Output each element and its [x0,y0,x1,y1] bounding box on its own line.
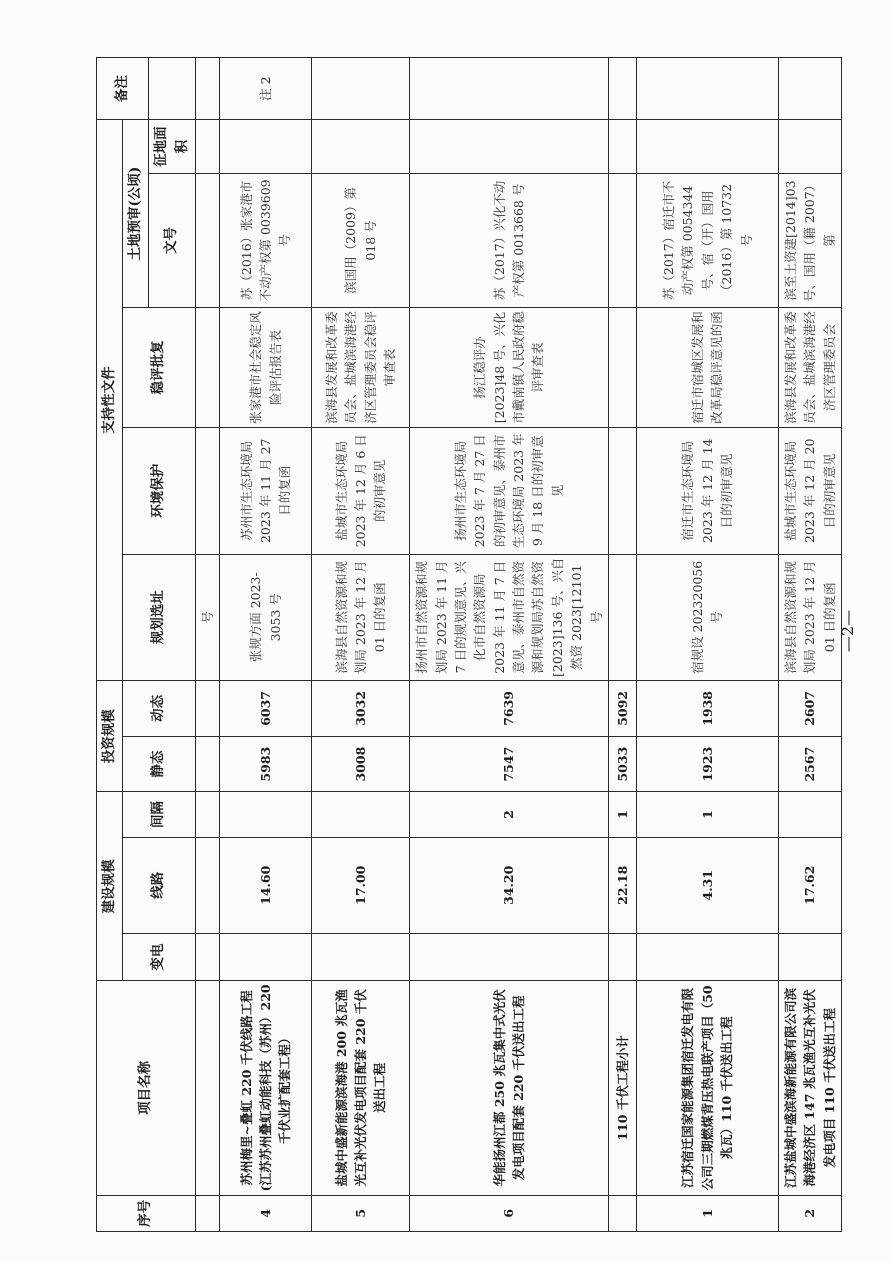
cell-planning: 张规方面 2023-3053 号 [220,554,312,681]
cell-dynamic: 6037 [220,681,312,737]
cell-bay [312,792,410,837]
cell-stability: 宿迁市宿城区发展和改革局稳评意见的函 [636,307,778,427]
cell-remarks [608,58,636,120]
cell-land-area [636,120,778,174]
cell-environment: 苏州市生态环境局 2023 年 11 月 27 日的复函 [220,428,312,555]
cell-planning: 宿规设 202320056 号 [636,554,778,681]
cell-planning: 滨海县自然资源和规划局 2023 年 12 月 01 日的复函 [778,554,841,681]
cell-line: 17.62 [778,837,841,933]
header-land-area: 征地面积 [149,120,196,174]
cell-stability: 张家港市社会稳定风险评估报告表 [220,307,312,427]
cell-land-doc: 苏（2017）兴化不动产权第 0013668 号 [410,173,609,307]
cell-remarks: 注 2 [220,58,312,120]
page-number: —2— [838,609,857,653]
cell-bay: 1 [608,792,636,837]
cell-substation [312,934,410,981]
header-planning: 规划选址 [123,554,196,681]
cell-land-doc: 苏（2017）宿迁市不动产权第 0054344 号、宿（开）国用（2016）第 10732 号 [636,173,778,307]
project-table [96,57,842,1232]
cell-stability [195,307,219,427]
cell-planning [608,554,636,681]
table-row [636,58,778,1232]
cell-name: 江苏盐城中盛滨海新能源有限公司滨海港经济区 147 兆瓦渔光互补光伏发电项目 110 千伏送出工程 [778,981,841,1195]
header-stability: 稳评批复 [123,307,196,427]
cell-line [195,837,219,933]
cell-dynamic: 3032 [312,681,410,737]
cell-name [195,981,219,1195]
cell-substation [778,934,841,981]
cell-seq [195,1195,219,1231]
cell-name: 华能扬州江都 250 兆瓦集中式光伏发电项目配套 220 千伏送出工程 [410,981,609,1195]
cell-land-doc: 滨国用（2009）第 018 号 [312,173,410,307]
header-dynamic: 动态 [123,681,196,737]
cell-static: 1923 [636,736,778,792]
header-remarks: 备注 [97,58,149,120]
table-row [195,58,219,1232]
cell-remarks [410,58,609,120]
cell-land-area [778,120,841,174]
cell-stability [608,307,636,427]
cell-land-doc: 滨至土资建[2014]03 号、国用（籍 2007）第 [778,173,841,307]
cell-name: 江苏宿迁国家能源集团宿迁发电有限公司三期燃煤背压热电联产项目（50 兆瓦）110 千伏送出工程 [636,981,778,1195]
cell-land-doc [195,173,219,307]
cell-remarks [195,58,219,120]
cell-dynamic: 7639 [410,681,609,737]
cell-dynamic: 2607 [778,681,841,737]
cell-name: 盐城中盛新能源滨海港 200 兆瓦渔光互补光伏发电项目配套 220 千伏送出工程 [312,981,410,1195]
cell-line: 14.60 [220,837,312,933]
cell-name: 苏州梅里~叠虹 220 千伏线路工程(江苏苏州叠虹动能科技（苏州）220 千伏业扩配套工程） [220,981,312,1195]
cell-bay [778,792,841,837]
cell-land-area [608,120,636,174]
cell-stability: 滨海县发展和改革委员会、盐城滨海港经济区管理委员会稳评审查表 [312,307,410,427]
cell-static [195,736,219,792]
table-row [410,58,609,1232]
cell-static: 3008 [312,736,410,792]
header-build-scale: 建设规模 [97,792,123,981]
cell-line: 22.18 [608,837,636,933]
table-row [778,58,841,1232]
subtotal-row [608,58,636,1232]
cell-land-doc: 苏（2016）张家港市不动产权第 0039609 号 [220,173,312,307]
cell-static: 5033 [608,736,636,792]
cell-bay: 2 [410,792,609,837]
cell-substation [220,934,312,981]
cell-planning: 扬州市自然资源和规划局 2023 年 11 月 7 日的规划意见、兴化市自然资源局 2023 年 11 月 7 日意见、泰州市自然资源和规划局苏自然资[2023]136 号、兴自然资 2023[12101 号 [410,554,609,681]
cell-dynamic: 1938 [636,681,778,737]
cell-land-doc [608,173,636,307]
cell-environment: 扬州市生态环境局 2023 年 7 月 27 日的初审意见、泰州市生态环境局 2023 年 9 月 18 日的初审意见 [410,428,609,555]
header-investment: 投资规模 [97,681,123,792]
header-land: 土地预审(公顷) [123,120,149,308]
cell-seq: 2 [778,1195,841,1231]
cell-environment: 盐城市生态环境局 2023 年 12 月 6 日的初审意见 [312,428,410,555]
header-remarks-blank [149,58,196,120]
cell-static: 5983 [220,736,312,792]
cell-substation [636,934,778,981]
cell-bay: 1 [636,792,778,837]
cell-bay [220,792,312,837]
cell-seq: 4 [220,1195,312,1231]
cell-environment: 盐城市生态环境局 2023 年 12 月 20 日的初审意见 [778,428,841,555]
cell-seq: 5 [312,1195,410,1231]
cell-land-area [410,120,609,174]
header-seq: 序号 [97,1195,196,1231]
cell-dynamic [195,681,219,737]
cell-subtotal-label: 110 千伏工程小计 [608,981,636,1195]
header-line: 线路 [123,837,196,933]
header-support-docs: 支持性文件 [97,120,123,681]
cell-static: 7547 [410,736,609,792]
header-doc-no: 文号 [149,173,196,307]
cell-substation [608,934,636,981]
cell-seq: 6 [410,1195,609,1231]
cell-planning: 号 [195,554,219,681]
cell-bay [195,792,219,837]
cell-line: 4.31 [636,837,778,933]
cell-stability: 滨海县发展和改革委员会、盐城滨海港经济区管理委员会 [778,307,841,427]
cell-line: 17.00 [312,837,410,933]
cell-static: 2567 [778,736,841,792]
cell-remarks [778,58,841,120]
cell-land-area [312,120,410,174]
cell-land-area [220,120,312,174]
cell-land-area [195,120,219,174]
cell-seq [608,1195,636,1231]
header-name: 项目名称 [97,981,196,1195]
header-bay: 间隔 [123,792,196,837]
cell-environment [195,428,219,555]
cell-remarks [312,58,410,120]
header-environment: 环境保护 [123,428,196,555]
cell-environment: 宿迁市生态环境局 2023 年 12 月 14 日的初审意见 [636,428,778,555]
cell-substation [195,934,219,981]
table-row [220,58,312,1232]
cell-substation [410,934,609,981]
header-substation: 变电 [123,934,196,981]
cell-stability: 扬江稳评办[2023]48 号、兴化市戴南镇人民政府稳评审查表 [410,307,609,427]
cell-remarks [636,58,778,120]
cell-environment [608,428,636,555]
header-static: 静态 [123,736,196,792]
cell-seq: 1 [636,1195,778,1231]
table-row [312,58,410,1232]
cell-line: 34.20 [410,837,609,933]
cell-planning: 滨海县自然资源和规划局 2023 年 12 月 01 日的复函 [312,554,410,681]
cell-dynamic: 5092 [608,681,636,737]
